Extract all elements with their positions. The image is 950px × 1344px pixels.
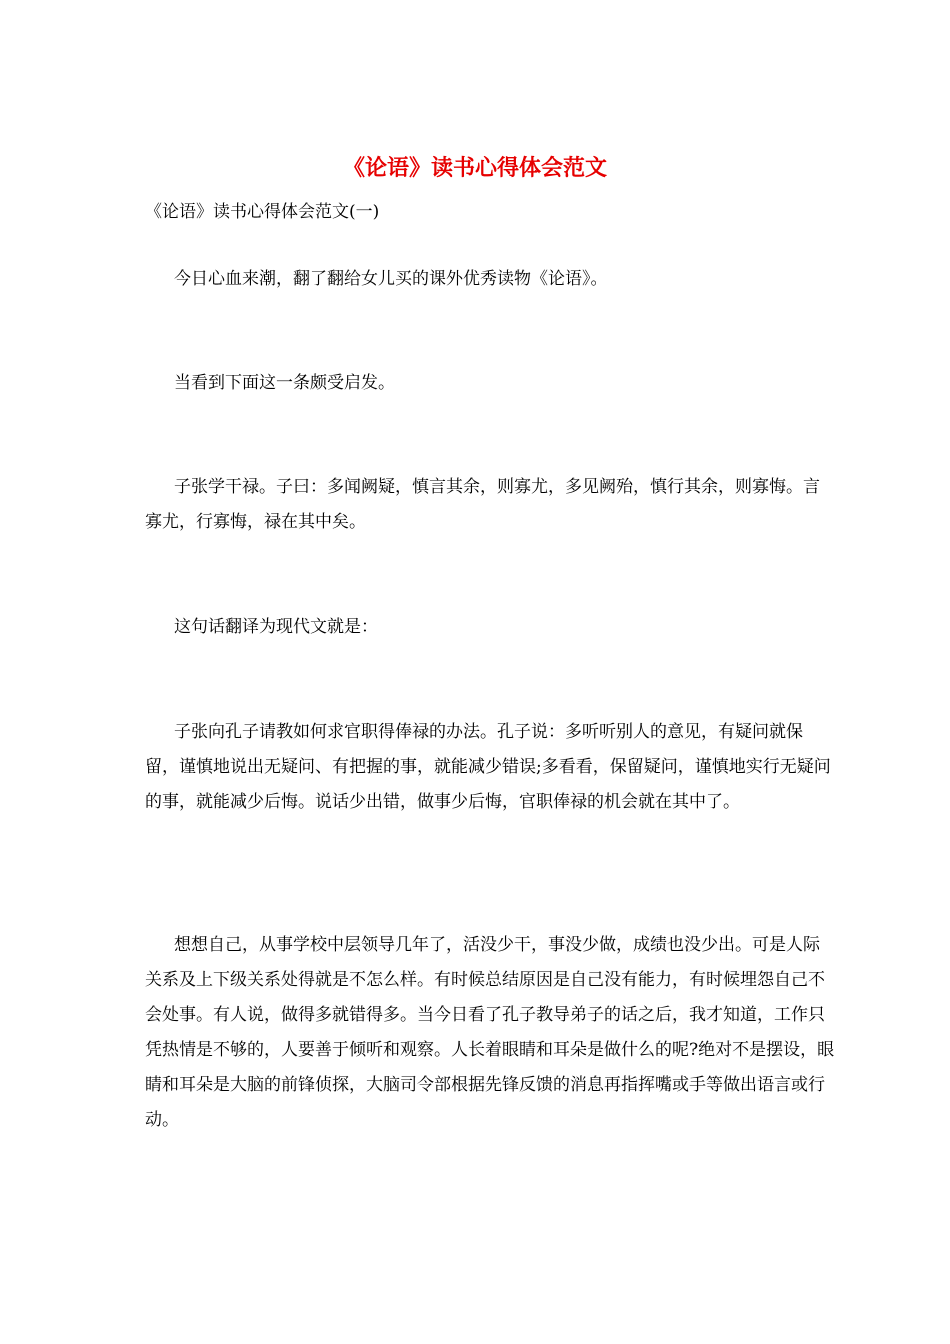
paragraph-6: 想想自己，从事学校中层领导几年了，活没少干，事没少做，成绩也没少出。可是人际关系及上下级关系处得就是不怎么样。有时候总结原因是自己没有能力，有时候埋怨自己不会处事。有人说，做得多就错得多。当今日看了孔子教导弟子的话之后，我才知道，工作只凭热情是不够的，人要善于倾听和观察。人长着眼睛和耳朵是做什么的呢?绝对不是摆设，眼睛和耳朵是大脑的前锋侦探，大脑司令部根据先锋反馈的消息再指挥嘴或手等做出语言或行动。 — [145, 935, 835, 1130]
paragraph-5: 子张向孔子请教如何求官职得俸禄的办法。孔子说：多听听别人的意见，有疑问就保留，谨慎地说出无疑问、有把握的事，就能减少错误;多看看，保留疑问，谨慎地实行无疑问的事，就能减少后悔。说话少出错，做事少后悔，官职俸禄的机会就在其中了。 — [145, 722, 831, 812]
paragraph-3: 子张学干禄。子曰：多闻阙疑，慎言其余，则寡尤，多见阙殆，慎行其余，则寡悔。言寡尤，行寡悔，禄在其中矣。 — [145, 477, 820, 532]
paragraph-2: 当看到下面这一条颇受启发。 — [174, 373, 395, 393]
document-title: 《论语》读书心得体会范文 — [342, 155, 607, 181]
paragraph-1: 今日心血来潮，翻了翻给女儿买的课外优秀读物《论语》。 — [174, 269, 608, 289]
document-subtitle: 《论语》读书心得体会范文(一) — [145, 202, 380, 222]
paragraph-4: 这句话翻译为现代文就是： — [174, 617, 378, 637]
